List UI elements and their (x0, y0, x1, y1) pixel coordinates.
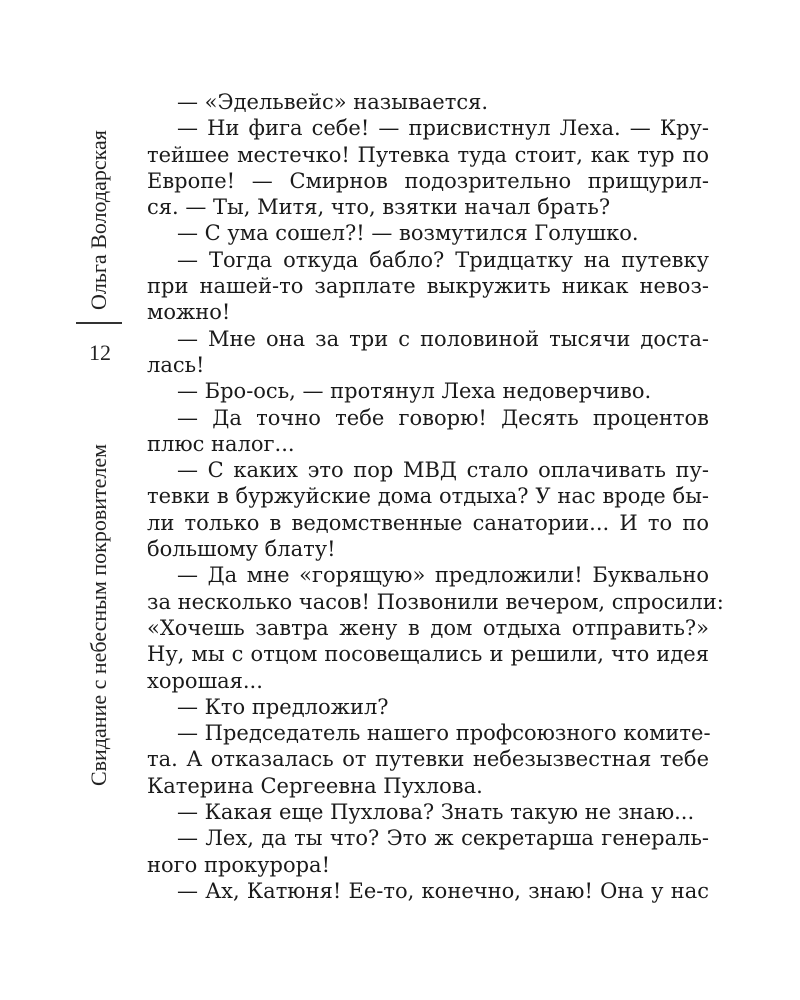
text-line: плюс налог... (147, 431, 295, 456)
text-line: — Ах, Катюня! Ее-то, конечно, знаю! Она у нас (177, 878, 709, 903)
page-number: 12 (89, 340, 111, 365)
text-line: — С каких это пор МВД стало оплачивать пу- (177, 458, 709, 483)
text-line: можно! (147, 300, 231, 325)
text-line: — С ума сошел?! — возмутился Голушко. (177, 221, 639, 246)
author-name: Ольга Володарская (86, 130, 111, 310)
text-line: Катерина Сергеевна Пухлова. (147, 773, 483, 798)
text-line: при нашей-то зарплате выкружить никак невоз- (147, 274, 709, 299)
text-line: лась! (147, 352, 205, 377)
text-line: ся. — Ты, Митя, что, взятки начал брать? (147, 195, 611, 220)
text-line: — «Эдельвейс» называется. (177, 90, 489, 114)
text-line: ного прокурора! (147, 852, 331, 877)
running-header (76, 95, 126, 865)
text-line: ли только в ведомственные санатории... И то по (147, 510, 709, 535)
text-line: — Мне она за три с половиной тысячи доста- (177, 326, 709, 351)
text-line: тейшее местечко! Путевка туда стоит, как тур по (147, 142, 709, 167)
book-title: Свидание с небесным покровителем (86, 443, 111, 787)
text-line: большому блату! (147, 537, 336, 562)
text-line: за несколько часов! Позвонили вечером, спросили: (147, 589, 724, 614)
text-line: хорошая... (147, 668, 263, 693)
text-line: та. А отказалась от путевки небезызвестная тебе (147, 747, 709, 772)
body-text (147, 89, 724, 904)
text-line: Европе! — Смирнов подозрительно прищурил- (147, 168, 709, 193)
text-line: — Да точно тебе говорю! Десять процентов (177, 405, 709, 430)
text-line: — Тогда откуда бабло? Тридцатку на путевку (177, 247, 709, 272)
text-line: — Председатель нашего профсоюзного комите- (177, 721, 711, 746)
text-line: Ну, мы с отцом посовещались и решили, что идея (147, 642, 709, 667)
text-line: — Кто предложил? (177, 694, 389, 719)
text-line: — Да мне «горящую» предложили! Буквально (177, 563, 709, 588)
text-line: — Ни фига себе! — присвистнул Леха. — Кру- (177, 116, 709, 141)
header-divider (76, 322, 122, 324)
text-line: «Хочешь завтра жену в дом отдыха отправить?» (147, 615, 709, 640)
text-line: — Бро-ось, — протянул Леха недоверчиво. (177, 379, 652, 404)
text-line: — Лех, да ты что? Это ж секретарша генераль- (177, 826, 709, 851)
text-line: — Какая еще Пухлова? Знать такую не знаю... (177, 800, 695, 825)
text-line: тевки в буржуйские дома отдыха? У нас вроде бы- (147, 484, 709, 509)
